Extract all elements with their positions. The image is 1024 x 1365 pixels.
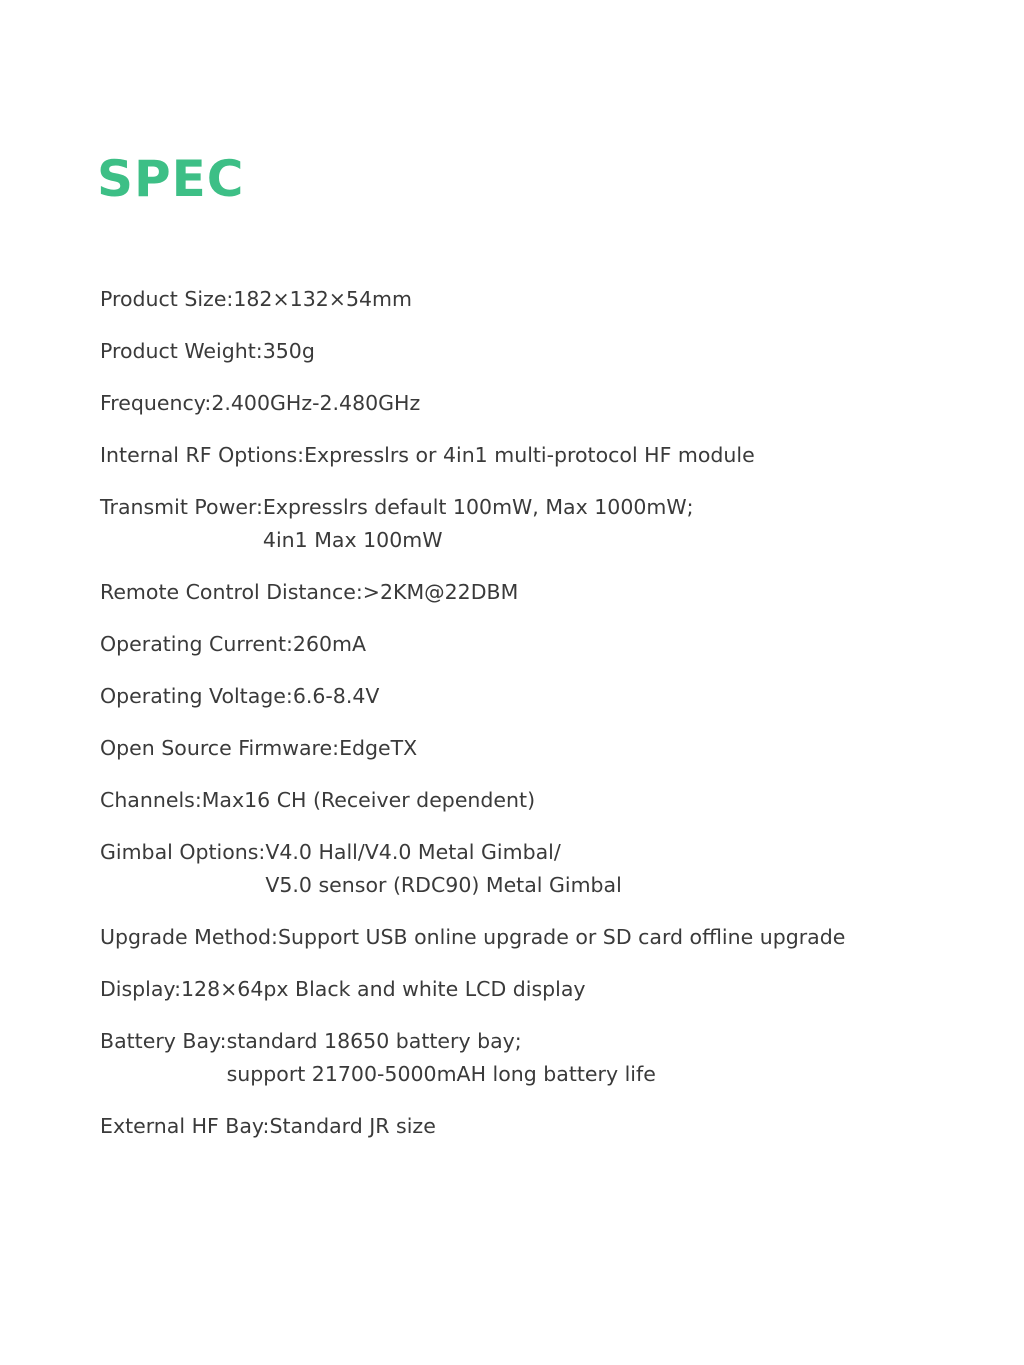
spec-value (211, 387, 420, 420)
spec-label: Gimbal Options: (100, 840, 266, 864)
spec-row (100, 784, 1000, 817)
spec-label: Operating Current: (100, 632, 293, 656)
spec-value-line: Max16 CH (Receiver dependent) (201, 788, 536, 812)
spec-label: Open Source Firmware: (100, 736, 340, 760)
spec-value-line: V4.0 Hall/V4.0 Metal Gimbal/ (265, 840, 561, 864)
spec-value (304, 439, 755, 472)
spec-label: Channels: (100, 788, 202, 812)
spec-label: Product Weight: (100, 339, 263, 363)
spec-value (263, 335, 315, 368)
spec-value-line: Standard JR size (269, 1114, 436, 1138)
spec-row (100, 439, 1000, 472)
spec-label: Transmit Power: (100, 495, 263, 519)
spec-label: Remote Control Distance: (100, 580, 363, 604)
spec-row (100, 1025, 1000, 1091)
spec-value-line: 128×64px Black and white LCD display (180, 977, 586, 1001)
spec-value-line: support 21700-5000mAH long battery life (226, 1062, 656, 1086)
spec-value (181, 973, 586, 1006)
spec-value (293, 628, 366, 661)
spec-value (293, 680, 380, 713)
spec-value (339, 732, 417, 765)
page-title: SPEC (97, 150, 245, 208)
spec-value-line: EdgeTX (339, 736, 418, 760)
spec-value-line: Support USB online upgrade or SD card offline upgrade (277, 925, 846, 949)
spec-label: Display: (100, 977, 181, 1001)
spec-label: Battery Bay: (100, 1029, 227, 1053)
spec-row (100, 680, 1000, 713)
spec-row (100, 387, 1000, 420)
spec-value-line: Expresslrs or 4in1 multi-protocol HF module (304, 443, 755, 467)
spec-label: Upgrade Method: (100, 925, 278, 949)
spec-row (100, 491, 1000, 557)
spec-row (100, 283, 1000, 316)
spec-row (100, 921, 1000, 954)
spec-value (227, 1025, 656, 1091)
spec-value (269, 1110, 435, 1143)
spec-value-line: 6.6-8.4V (292, 684, 380, 708)
spec-row (100, 628, 1000, 661)
spec-label: Product Size: (100, 287, 234, 311)
spec-row (100, 576, 1000, 609)
spec-value-line: 4in1 Max 100mW (262, 528, 443, 552)
spec-value (363, 576, 518, 609)
spec-value (265, 836, 621, 902)
spec-row (100, 836, 1000, 902)
spec-list (100, 283, 1000, 1162)
spec-row (100, 1110, 1000, 1143)
spec-row (100, 335, 1000, 368)
spec-value-line: 260mA (292, 632, 367, 656)
spec-label: External HF Bay: (100, 1114, 270, 1138)
spec-value (263, 491, 694, 557)
spec-value-line: 182×132×54mm (233, 287, 412, 311)
spec-value (233, 283, 412, 316)
spec-row (100, 973, 1000, 1006)
spec-value-line: 2.400GHz-2.480GHz (211, 391, 421, 415)
spec-label: Operating Voltage: (100, 684, 293, 708)
spec-label: Internal RF Options: (100, 443, 305, 467)
spec-value-line: Expresslrs default 100mW, Max 1000mW; (262, 495, 694, 519)
spec-label: Frequency: (100, 391, 212, 415)
spec-value-line: standard 18650 battery bay; (226, 1029, 522, 1053)
spec-row (100, 732, 1000, 765)
spec-value-line: 350g (262, 339, 315, 363)
spec-value-line: V5.0 sensor (RDC90) Metal Gimbal (265, 873, 622, 897)
spec-value (202, 784, 535, 817)
spec-value-line: >2KM@22DBM (362, 580, 519, 604)
spec-value (278, 921, 845, 954)
